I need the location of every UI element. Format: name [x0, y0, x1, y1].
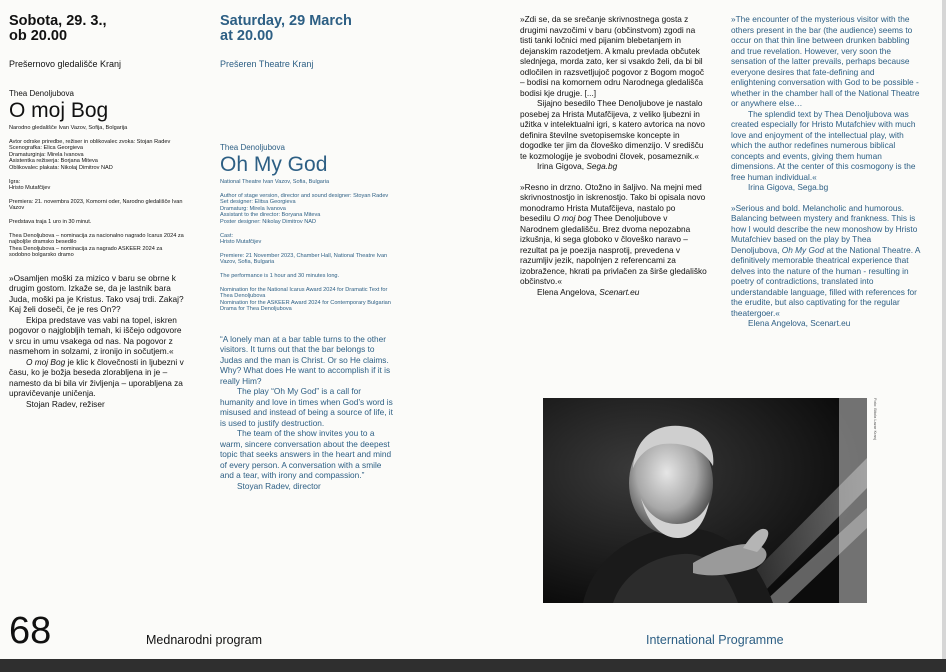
nominations	[220, 287, 395, 313]
venue: Prešernovo gledališče Kranj	[9, 59, 122, 69]
director-quote: »Osamljen moški za mizico v baru se obrne k drugim gostom. Izkaže se, da je lastnik bara Juda, moški pa je Kristus. Tako vsaj trdi. Zakaj? Kaj želi doseči, če je res On?? Ekipa predstave vas vabi na topel, iskren pogovor o najglobljih temah, ki iščejo odgovore v srcu in umu vsakega od nas. Na pogovor z nasmehom in solzami, z ironijo in sočutjem.« O moj Bog je klic k človečnosti in ljubezni v času, ko je božja beseda zlorabljena in je – namesto da bi bila vir življenja – uporabljena za upravičevanje uničenja. Stojan Radev, režiser	[9, 272, 184, 409]
english-reviews-column	[731, 14, 921, 329]
premiere-info: Premiera: 21. novembra 2023, Komorni oder, Narodno gledališče Ivan Vazov	[9, 198, 183, 212]
producing-theatre: Narodno gledališče Ivan Vazov, Sofija, Bolgarija	[9, 125, 128, 131]
play-author: Thea Denoljubova	[9, 89, 74, 98]
cast: Igra: Hristo Mutafčijev	[9, 178, 51, 192]
producing-theatre: National Theatre Ivan Vazov, Sofia, Bulgaria	[220, 179, 330, 185]
quote-signature: Elena Angelova, Scenart.eu	[537, 286, 640, 297]
duration: The performance is 1 hour and 30 minutes long.	[220, 272, 340, 279]
nomination: Thea Denoljubova – nominacija za nagrado ASKEER 2024 za sodobno bolgarsko dramo	[9, 245, 163, 259]
credit-line: Poster designer: Nikolay Dimitrov NAD	[220, 218, 317, 225]
credit-line: Scenografka: Elica Georgieva	[9, 145, 84, 152]
play-title: Oh My God	[220, 153, 328, 176]
footer-section-label-en: International Programme	[646, 633, 784, 647]
duration: Predstava traja 1 uro in 30 minut.	[9, 218, 92, 225]
page-number: 68	[9, 610, 52, 652]
footer-section-label-sl: Mednarodni program	[146, 633, 263, 647]
cast: Cast: Hristo Mutafčijev	[220, 232, 262, 246]
quote-signature: Irina Gigova, Sega.bg	[537, 161, 618, 171]
credit-line: Oblikovalec plakata: Nikolaj Dimitrov NAD	[9, 164, 113, 171]
photo-credit: Foto: Bitola Lazar Kranj	[873, 398, 878, 440]
credit-line: Author of stage version, director and sound designer: Stoyan Radev	[220, 192, 389, 199]
actor-portrait-illustration	[543, 398, 867, 603]
review-quote-sega: »The encounter of the mysterious visitor with the others present in the bar (the audience) seems to occur on that thin line between drunken babbling and true revelation. However, very soon the sensation of the latter prevails, perhaps because everyone desires that fate-defining and enlightening conversation with God to be possible - whether in the chamber hall of the National Theatre or anywhere else… The splendid text by Thea Denoljubova was created especially for Hristo Mutafchiev with much love and enjoyment of the intellectual play, with which the author redefines numerous biblical concepts and events, giving them human dimensions. At the center of this cosmogony is the free human individual.« Irina Gigova, Sega.bg	[731, 14, 920, 192]
venue: Prešeren Theatre Kranj	[220, 59, 314, 69]
quote-signature: Elena Angelova, Scenart.eu	[748, 318, 851, 328]
review-quote-scenart: »Resno in drzno. Otožno in šaljivo. Na mejni med skrivnostnostjo in iskrenostjo. Tako bi opisala novo monodramo Hrista Mutafčijeva, nastalo po besedilu O moj bog Thee Denoljubove v Narodnem gledališču. Brez dvoma nepozabna izkušnja, ki sega globoko v človeško naravo – rezultat pa je poezija nasprotij, prevedena v razumljiv jezik, napolnjen z referencami za izobražence, hkrati pa privlačen za širše gledališko občinstvo.« Elena Angelova, Scenart.eu	[520, 181, 707, 297]
director-quote: “A lonely man at a bar table turns to the other visitors. It turns out that the bar belongs to Judas and the man is Christ. Or so He claims. Why? What does He want to accomplish if it is really Him? The play “Oh My God” is a call for humanity and love in times when God’s word is misused and instead of being a source of life, it is used to justify destruction. The team of the show invites you to a warm, sincere conversation about the deepest topic that seeks answers in the heart and mind of every person. A conversation with a smile and a tear, with irony and compassion.” Stoyan Radev, director	[220, 334, 395, 492]
slovenian-reviews-column	[520, 14, 707, 297]
slovenian-info-column	[9, 14, 185, 409]
actor-photo	[543, 398, 867, 603]
credits-list	[220, 193, 395, 226]
nomination: Thea Denoljubova – nominacija za nacionalno nagrado Icarus 2024 za najboljše dramsko besedilo	[9, 232, 184, 246]
nomination: Nomination for the National Icarus Award 2024 for Dramatic Text for Thea Denoljubova	[220, 286, 388, 300]
viewer-bottom-bar	[0, 659, 946, 672]
credit-line: Dramaturginja: Mirela Ivanova	[9, 151, 84, 158]
credit-line: Set designer: Elitsa Georgieva	[220, 199, 296, 206]
credit-line: Avtor odrske priredbe, režiser in oblikovalec zvoka: Stojan Radev	[9, 138, 171, 145]
page-edge	[942, 0, 946, 659]
nominations	[9, 233, 185, 259]
credit-line: Dramaturg: Mirela Ivanova	[220, 205, 286, 212]
review-quote-sega: »Zdi se, da se srečanje skrivnostnega gosta z drugimi navzočimi v baru (občinstvom) zgodi na tisti tanki ločnici med pijanim blebetanjem in dejanskim razodetjem. A kmalu prevlada občutek slednjega, morda zato, ker si vsakdo želi, da bi bil odločilen in razsvetljujoč pogovor z Bogom mogoč – bodisi na komornem odru Narodnega gledališča bodisi kje drugje. [...] Sijajno besedilo Thee Denoljubove je nastalo posebej za Hrista Mutafčijeva, z veliko ljubezni in užitka v intelektualni igri, s katero avtorica na novo definira številne svetopisemske koncepte in dogodke ter jim da človeško dimenzijo. V središču te kozmologije je svobodni človek, posameznik.« Irina Gigova, Sega.bg	[520, 14, 707, 172]
credit-line: Asistentka režiserja: Borjana Miteva	[9, 158, 98, 165]
credit-line: Assistant to the director: Boryana Miteva	[220, 212, 321, 219]
event-date: Sobota, 29. 3., ob 20.00	[9, 13, 107, 44]
nomination: Nomination for the ASKEER Award 2024 for Contemporary Bulgarian Drama for Thea Denoljubova	[220, 299, 391, 313]
english-info-column	[220, 14, 395, 491]
quote-signature: Irina Gigova, Sega.bg	[748, 182, 829, 192]
premiere-info: Premiere: 21 November 2023, Chamber Hall, National Theatre Ivan Vazov, Sofia, Bulgaria	[220, 252, 388, 266]
play-author: Thea Denoljubova	[220, 143, 285, 152]
event-date: Saturday, 29 March at 20.00	[220, 13, 352, 44]
quote-signature: Stoyan Radev, director	[237, 480, 321, 491]
play-title: O moj Bog	[9, 99, 109, 122]
review-quote-scenart: »Serious and bold. Melancholic and humorous. Balancing between mystery and frankness. This is how I would describe the new monoshow by Hristo Mutafchiev based on the play by Thea Denoljubova, Oh My God at the National Theatre. A definitively memorable theatrical experience that delves into the nature of the human - resulting in poetry of contradictions, translated into understandable language, filled with references for the erudite, but also captivating for the regular theatergoer.« Elena Angelova, Scenart.eu	[731, 202, 920, 328]
quote-signature: Stojan Radev, režiser	[26, 398, 105, 409]
credits-list	[9, 139, 185, 172]
